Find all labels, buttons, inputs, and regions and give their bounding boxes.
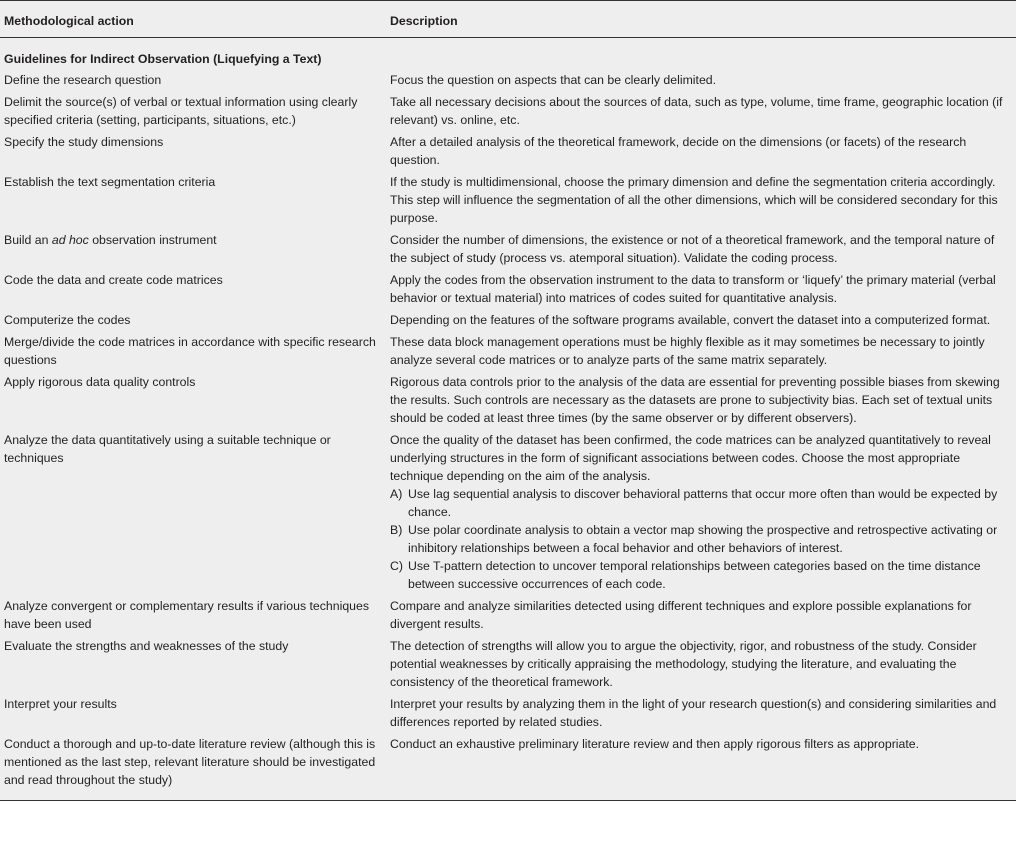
list-item-label: B)	[390, 523, 403, 537]
action-cell: Analyze convergent or complementary results if various techniques have been used	[4, 599, 369, 631]
table-row	[0, 310, 1016, 332]
description-cell: The detection of strengths will allow you to argue the objectivity, rigor, and robustness of the study. Consider potential weaknesses by critically appraising the methodology, studying the literature, and evaluating the consistency of the theoretical framework.	[390, 639, 977, 689]
description-cell: Take all necessary decisions about the sources of data, such as type, volume, time frame, geographic location (if relevant) vs. online, etc.	[390, 95, 1003, 127]
list-item-label: C)	[390, 559, 403, 573]
action-cell: Specify the study dimensions	[4, 135, 164, 149]
description-cell: After a detailed analysis of the theoretical framework, decide on the dimensions (or facets) of the research question.	[390, 135, 967, 167]
table-row	[0, 734, 1016, 792]
table-row	[0, 332, 1016, 372]
description-cell: Depending on the features of the software programs available, convert the dataset into a computerized format.	[390, 313, 991, 327]
table-row	[0, 92, 1016, 132]
table-row	[0, 270, 1016, 310]
action-cell: Delimit the source(s) of verbal or textual information using clearly specified criteria (setting, participants, situations, etc.)	[4, 95, 358, 127]
action-cell: Conduct a thorough and up-to-date literature review (although this is mentioned as the last step, relevant literature should be investigated and read throughout the study)	[4, 737, 376, 787]
table-row	[0, 172, 1016, 230]
action-cell: Evaluate the strengths and weaknesses of the study	[4, 639, 289, 653]
table-row	[0, 70, 1016, 92]
description-cell: These data block management operations must be highly flexible as it may sometimes be necessary to jointly analyze several code matrices or to analyze parts of the same matrix separately.	[390, 335, 985, 367]
description-cell: Apply the codes from the observation instrument to the data to transform or ‘liquefy’ the primary material (verbal behavior or textual material) into matrices of codes suited for quantitative analysis.	[390, 273, 996, 305]
description-text: Once the quality of the dataset has been confirmed, the code matrices can be analyzed quantitatively to reveal underlying structures in the form of significant associations between codes. Choose the most appropriate technique depending on the aim of the analysis.	[390, 433, 991, 483]
table-bottom-rule	[0, 792, 1016, 801]
list-item-text: Use polar coordinate analysis to obtain a vector map showing the prospective and retrospective activating or inhibitory relationships between a focal behavior and other behaviors of interest.	[408, 523, 998, 555]
action-cell: Merge/divide the code matrices in accordance with specific research questions	[4, 335, 376, 367]
section-title: Guidelines for Indirect Observation (Liquefying a Text)	[0, 38, 1016, 70]
table-row	[0, 596, 1016, 636]
table-row	[0, 430, 1016, 596]
description-cell: If the study is multidimensional, choose the primary dimension and define the segmentation criteria accordingly. This step will influence the segmentation of all the other dimensions, which will be considered secondary for this purpose.	[390, 175, 998, 225]
description-cell: Interpret your results by analyzing them in the light of your research question(s) and considering similarities and differences reported by related studies.	[390, 697, 997, 729]
table-row	[0, 694, 1016, 734]
header-description: Description	[390, 14, 458, 28]
action-cell: Apply rigorous data quality controls	[4, 375, 196, 389]
action-cell: Interpret your results	[4, 697, 117, 711]
action-cell	[0, 230, 386, 270]
list-item-text: Use lag sequential analysis to discover behavioral patterns that occur more often than would be expected by chance.	[408, 487, 998, 519]
table-row	[0, 230, 1016, 270]
description-cell	[386, 430, 1016, 596]
table-row	[0, 636, 1016, 694]
action-text: observation instrument	[88, 233, 217, 247]
action-cell: Establish the text segmentation criteria	[4, 175, 216, 189]
list-item	[390, 521, 1014, 557]
table-row	[0, 372, 1016, 430]
list-item	[390, 485, 1014, 521]
table-header	[0, 0, 1016, 38]
action-text: Build an	[4, 233, 52, 247]
list-item-label: A)	[390, 487, 403, 501]
action-cell: Code the data and create code matrices	[4, 273, 223, 287]
table-row	[0, 132, 1016, 172]
header-methodological-action: Methodological action	[4, 14, 134, 28]
description-cell: Focus the question on aspects that can be clearly delimited.	[390, 73, 717, 87]
description-cell: Conduct an exhaustive preliminary literature review and then apply rigorous filters as appropriate.	[390, 737, 920, 751]
description-cell: Compare and analyze similarities detected using different techniques and explore possible explanations for divergent results.	[390, 599, 972, 631]
list-item	[390, 557, 1014, 593]
description-cell: Consider the number of dimensions, the existence or not of a theoretical framework, and the temporal nature of the subject of study (process vs. atemporal situation). Validate the coding process.	[390, 233, 995, 265]
action-cell: Define the research question	[4, 73, 162, 87]
action-cell: Analyze the data quantitatively using a suitable technique or techniques	[4, 433, 331, 465]
action-italic-text: ad hoc	[51, 233, 89, 247]
action-cell: Computerize the codes	[4, 313, 131, 327]
list-item-text: Use T-pattern detection to uncover temporal relationships between categories based on the time distance between successive occurrences of each code.	[408, 559, 981, 591]
description-cell: Rigorous data controls prior to the analysis of the data are essential for preventing possible biases from skewing the results. Such controls are necessary as the datasets are prone to subjectivity bias. Each set of textual units should be coded at least three times (by the same observer or by different observers).	[390, 375, 1000, 425]
